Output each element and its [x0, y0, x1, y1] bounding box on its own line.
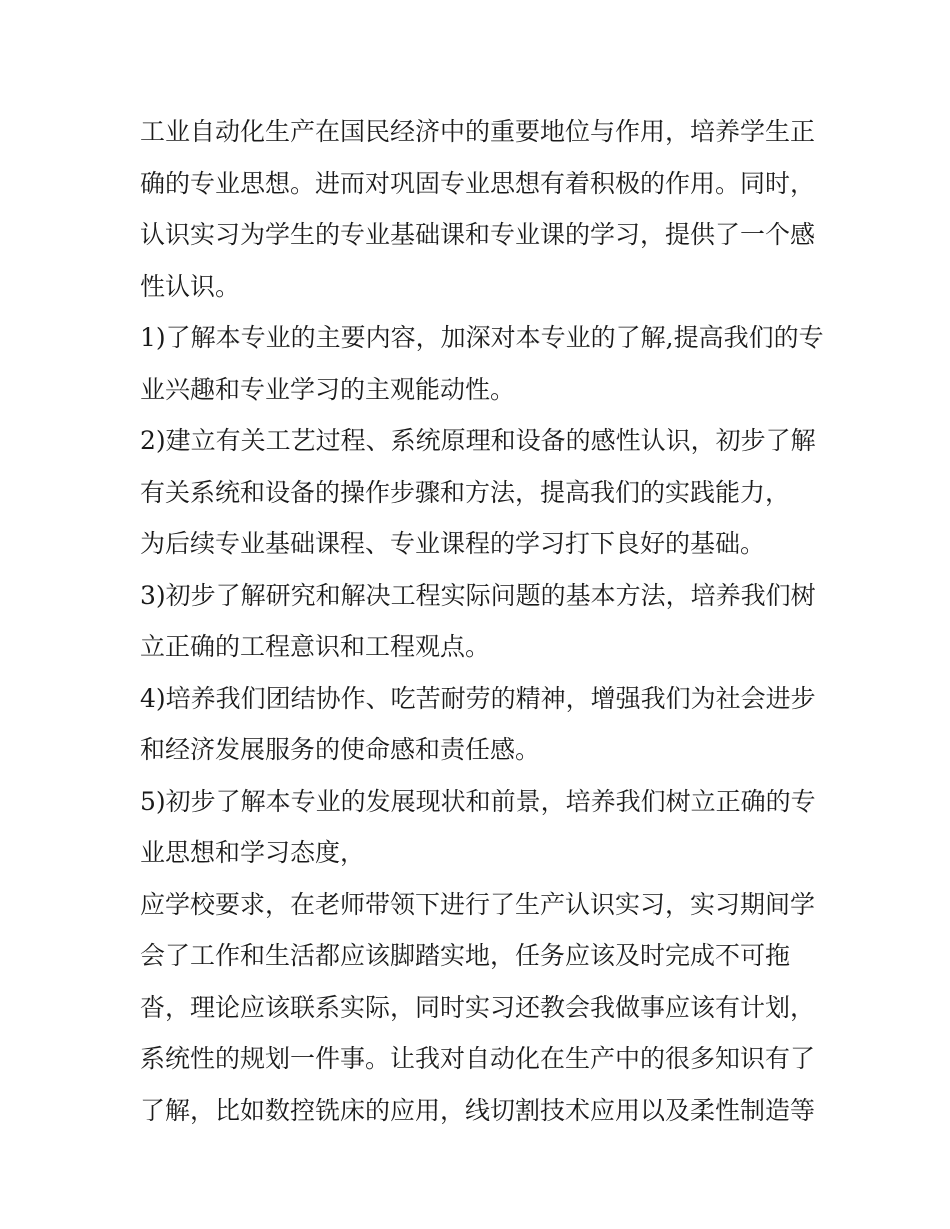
- text-line: 沓，理论应该联系实际，同时实习还教会我做事应该有计划，: [140, 992, 816, 1022]
- text-line: 性认识。: [140, 271, 241, 301]
- text-line: 为后续专业基础课程、专业课程的学习打下良好的基础。: [140, 529, 766, 558]
- list-item-5: 5)初步了解本专业的发展现状和前景，培养我们树立正确的专: [140, 786, 816, 816]
- document-body: [140, 106, 824, 1136]
- text-line: 工业自动化生产在国民经济中的重要地位与作用，培养学生正: [140, 117, 816, 146]
- text-line: 系统性的规划一件事。让我对自动化在生产中的很多知识有了: [140, 1044, 816, 1073]
- text-line: 业兴趣和专业学习的主观能动性。: [140, 374, 516, 404]
- text-line: 认识实习为学生的专业基础课和专业课的学习，提供了一个感: [140, 220, 816, 249]
- list-item-3: 3)初步了解研究和解决工程实际问题的基本方法，培养我们树: [140, 580, 816, 610]
- text-line: 确的专业思想。进而对巩固专业思想有着积极的作用。同时，: [140, 168, 816, 198]
- text-line: 了解，比如数控铣床的应用，线切割技术应用以及柔性制造等: [140, 1095, 816, 1125]
- list-item-4: 4)培养我们团结协作、吃苦耐劳的精神，增强我们为社会进步: [140, 683, 816, 713]
- text-line: 立正确的工程意识和工程观点。: [140, 632, 491, 661]
- text-line: 业思想和学习态度，: [140, 838, 366, 867]
- list-item-1: 1)了解本专业的主要内容，加深对本专业的了解,提高我们的专: [140, 323, 824, 352]
- list-item-2: 2)建立有关工艺过程、系统原理和设备的感性认识，初步了解: [140, 426, 816, 455]
- text-line: 和经济发展服务的使命感和责任感。: [140, 735, 541, 764]
- text-line: 有关系统和设备的操作步骤和方法，提高我们的实践能力，: [140, 477, 791, 507]
- paragraph-start: 应学校要求，在老师带领下进行了生产认识实习，实习期间学: [140, 889, 816, 919]
- text-line: 会了工作和生活都应该脚踏实地，任务应该及时完成不可拖: [140, 941, 791, 970]
